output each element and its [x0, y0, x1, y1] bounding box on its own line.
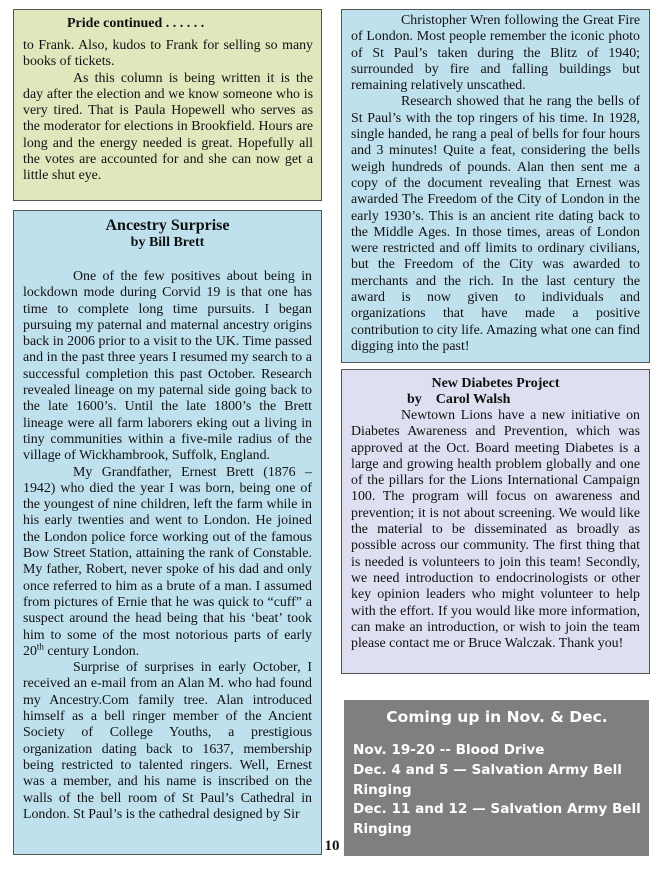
superscript: th	[36, 641, 44, 652]
event-item: Dec. 4 and 5 — Salvation Army Bell Ringing	[353, 761, 622, 798]
diabetes-project-article	[341, 369, 650, 674]
pride-title: Pride continued . . . . . .	[67, 16, 205, 31]
byline-by: by	[407, 392, 422, 407]
diabetes-title: New Diabetes Project	[431, 376, 560, 391]
ancestry-continued-box	[341, 9, 650, 363]
pride-continued-box	[13, 9, 322, 201]
page-number: 10	[324, 838, 340, 854]
ancestry-surprise-article	[13, 210, 322, 855]
paragraph-text: century London.	[43, 643, 140, 659]
article-paragraph: One of the few positives about being in lockdown mode during Corvid 19 is that one has time to complete long time pursuits. I began pursuing my paternal and maternal ancestry origins back in 2006 prior to a visit to the UK. Time passed and in the past three years I resumed my search to a successful completion this past October. Research revealed lineage on my paternal side going back to the late 1600’s. Until the late 1800’s the Brett lineage were all farm laborers eking out a living in tiny communities within a five-mile radius of the village of Wickhambrook, Suffolk, England.	[23, 269, 312, 464]
event-item: Nov. 19-20 -- Blood Drive	[353, 742, 545, 758]
article-paragraph	[23, 465, 312, 661]
article-paragraph: Research showed that he rang the bells of St Paul’s with the top ringers of his time. In 1928, single handed, he rang a peal of bells for four hours and 3 minutes! Quite a feat, considering the bells weigh hundreds of pounds. Alan then sent me a copy of the document revealing that Ernest was awarded The Freedom of the City of London in the early 1930’s. This is an ancient rite dating back to the Middle Ages. In those times, areas of London were restricted and off limits to ordinary civilians, but the Freedom of the City was awarded to merchants and the rich. In the last century the award is now given to individuals and organizations that have made a positive contribution to city life. Amazing what one can find digging into the past!	[351, 94, 640, 354]
article-byline: by Bill Brett	[130, 235, 205, 250]
article-paragraph: Christopher Wren following the Great Fire of London. Most people remember the iconic photo of St Paul’s taken during the Blitz of 1940; surrounded by fire and falling buildings but remaining relatively unscathed.	[351, 13, 640, 94]
diabetes-byline	[351, 392, 640, 408]
coming-up-box	[344, 700, 649, 856]
byline-author: Carol Walsh	[435, 392, 511, 407]
paragraph-text: My Grandfather, Ernest Brett (1876 – 1942) who died the year I was born, being one of the youngest of nine children, left the farm while in his early twenties and went to London. He joined the London police force working out of the famous Bow Street Station, attaining the rank of Constable. My father, Robert, never spoke of his dad and only once referred to him as a brute of a man. I assumed from pictures of Ernie that he was quick to “cuff” a suspect around the head being that his ‘beat’ took him to some of the most notorious parts of early 20	[23, 464, 312, 659]
pride-paragraph: As this column is being written it is the day after the election and we know someone who is very tired. That is Paula Hopewell who serves as the moderator for elections in Brookfield. Hours are long and the energy needed is great. Hopefully all the votes are accounted for and she can now get a little shut eye.	[23, 70, 313, 184]
diabetes-paragraph: Newtown Lions have a new initiative on Diabetes Awareness and Prevention, which was approved at the Oct. Board meeting Diabetes is a large and growing health problem globally and one of the pillars for the Lions International Campaign 100. The program will focus on awareness and prevention; it is not about screening. We would like the material to be disseminated as broadly as possible across our community. The first thing that is needed is volunteers to join this team! Secondly, we need introduction to endocrinologists or other key opinion leaders who might volunteer to help with the effort. If you would like more information, can make an introduction, or wish to join the team please contact me or Bruce Walczak. Thank you!	[351, 408, 640, 652]
coming-up-title: Coming up in Nov. & Dec.	[386, 708, 608, 726]
article-title: Ancestry Surprise	[105, 217, 230, 234]
event-item: Dec. 11 and 12 — Salvation Army Bell Ringing	[353, 801, 641, 838]
article-paragraph: Surprise of surprises in early October, I received an e-mail from an Alan M. who had found my Ancestry.Com family tree. Alan introduced himself as a bell ringer member of the Ancient Society of College Youths, a prestigious organization dating back to 1637, membership being restricted to talented ringers. Well, Ernest was a member, and his name is inscribed on the walls of the bell room of St Paul’s Cathedral in London. St Paul’s is the cathedral designed by Sir	[23, 660, 312, 822]
pride-paragraph: to Frank. Also, kudos to Frank for selling so many books of tickets.	[23, 38, 313, 70]
